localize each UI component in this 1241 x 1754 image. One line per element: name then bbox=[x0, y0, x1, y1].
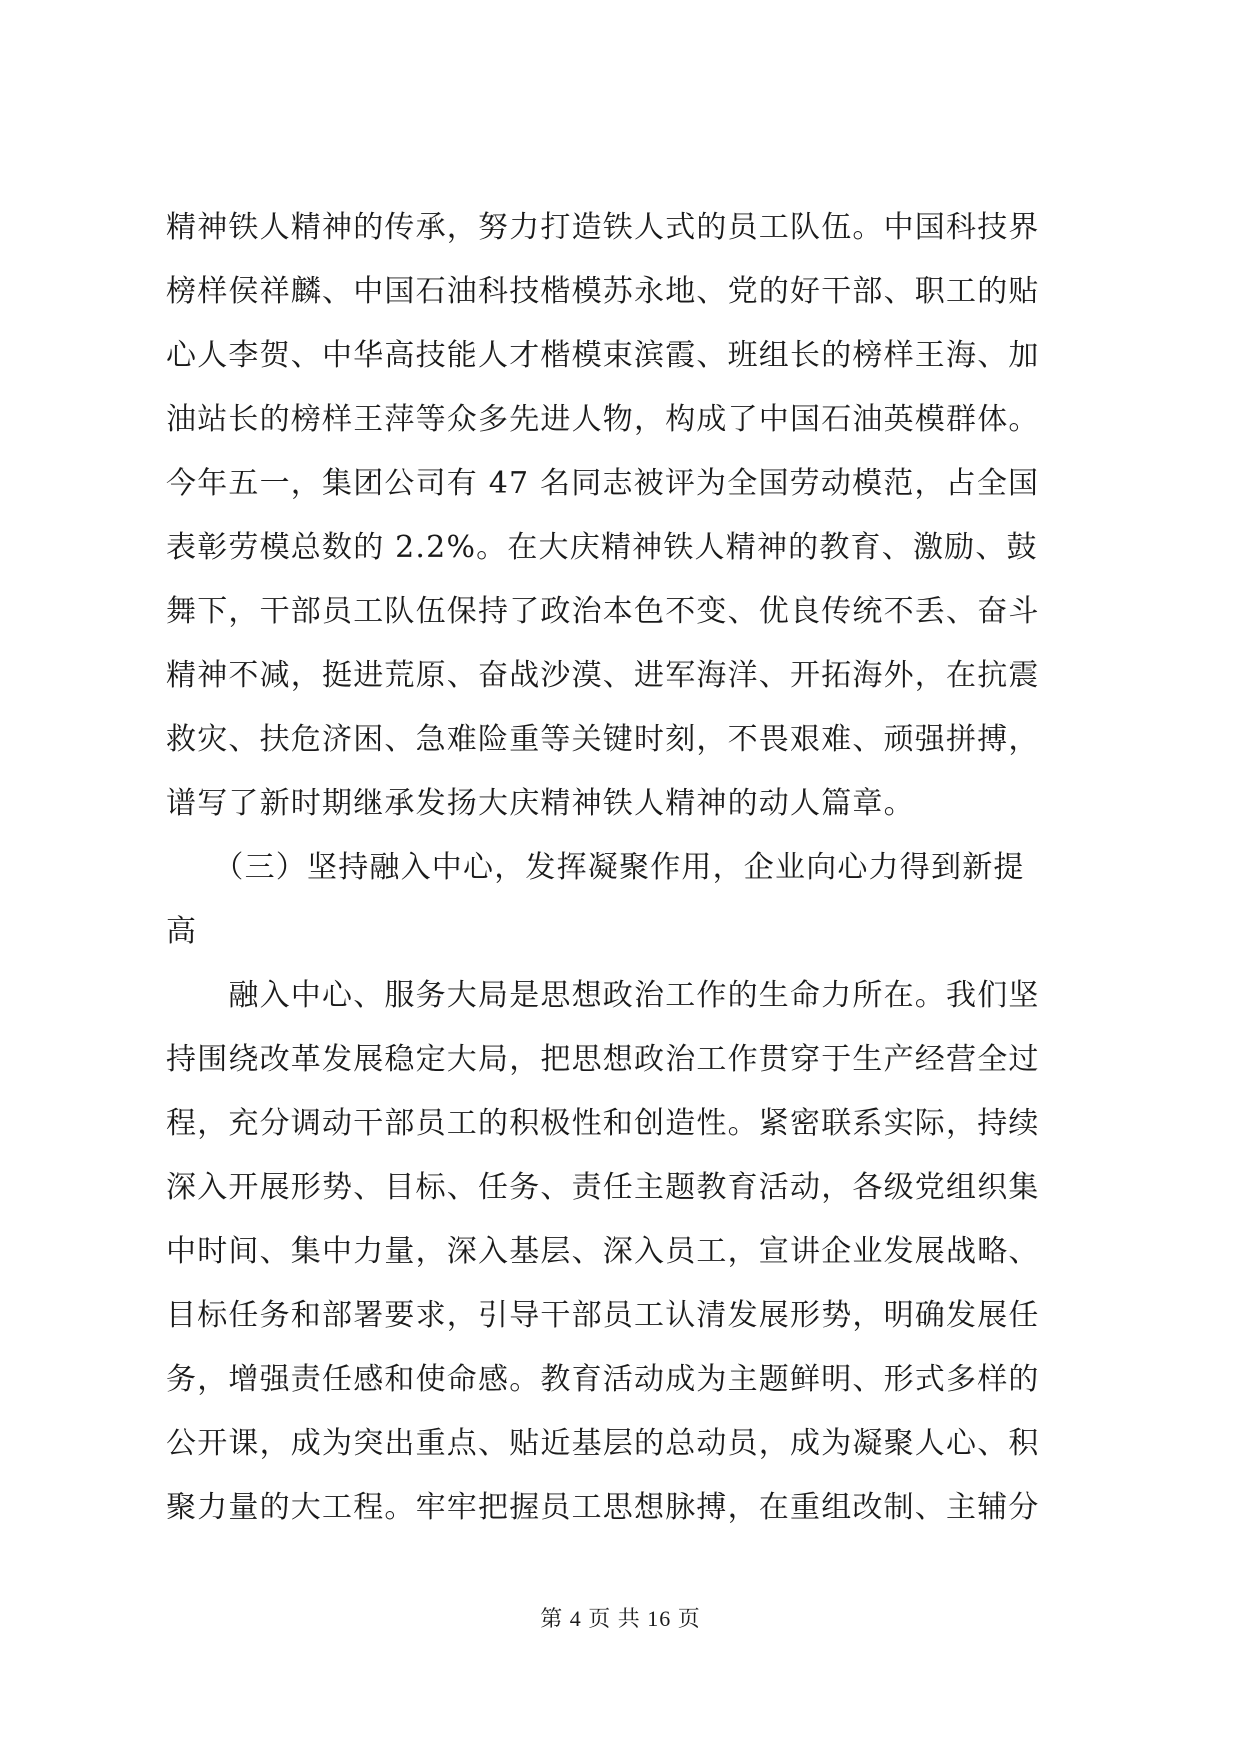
page-number-label: 第 4 页 共 16 页 bbox=[540, 1606, 701, 1631]
section-heading bbox=[166, 836, 1086, 964]
paragraph-line: 精神不减，挺进荒原、奋战沙漠、进军海洋、开拓海外，在抗震 bbox=[166, 658, 1040, 693]
paragraph-line: 表彰劳模总数的 2.2%。在大庆精神铁人精神的教育、激励、鼓 bbox=[166, 530, 1038, 565]
paragraph-line: 程，充分调动干部员工的积极性和创造性。紧密联系实际，持续 bbox=[166, 1106, 1040, 1141]
section-heading-line: （三）坚持融入中心，发挥凝聚作用，企业向心力得到新提 bbox=[166, 850, 1025, 885]
paragraph-line: 务，增强责任感和使命感。教育活动成为主题鲜明、形式多样的 bbox=[166, 1362, 1040, 1397]
paragraph-2 bbox=[166, 964, 1086, 1540]
page-footer bbox=[0, 1604, 1241, 1634]
paragraph-line: 榜样侯祥麟、中国石油科技楷模苏永地、党的好干部、职工的贴 bbox=[166, 274, 1040, 309]
paragraph-line: 精神铁人精神的传承，努力打造铁人式的员工队伍。中国科技界 bbox=[166, 210, 1040, 245]
paragraph-line: 持围绕改革发展稳定大局，把思想政治工作贯穿于生产经营全过 bbox=[166, 1042, 1040, 1077]
paragraph-line: 油站长的榜样王萍等众多先进人物，构成了中国石油英模群体。 bbox=[166, 402, 1040, 437]
section-heading-line: 高 bbox=[166, 914, 198, 949]
paragraph-line: 救灾、扶危济困、急难险重等关键时刻，不畏艰难、顽强拼搏， bbox=[166, 722, 1040, 757]
paragraph-line: 深入开展形势、目标、任务、责任主题教育活动，各级党组织集 bbox=[166, 1170, 1040, 1205]
paragraph-1 bbox=[166, 196, 1086, 836]
paragraph-line: 目标任务和部署要求，引导干部员工认清发展形势，明确发展任 bbox=[166, 1298, 1040, 1333]
paragraph-line: 中时间、集中力量，深入基层、深入员工，宣讲企业发展战略、 bbox=[166, 1234, 1040, 1269]
paragraph-line: 今年五一，集团公司有 47 名同志被评为全国劳动模范，占全国 bbox=[166, 466, 1040, 501]
paragraph-line: 谱写了新时期继承发扬大庆精神铁人精神的动人篇章。 bbox=[166, 786, 915, 821]
paragraph-line: 聚力量的大工程。牢牢把握员工思想脉搏，在重组改制、主辅分 bbox=[166, 1490, 1040, 1525]
paragraph-line: 舞下，干部员工队伍保持了政治本色不变、优良传统不丢、奋斗 bbox=[166, 594, 1040, 629]
paragraph-line: 融入中心、服务大局是思想政治工作的生命力所在。我们坚 bbox=[166, 978, 1040, 1013]
paragraph-line: 公开课，成为突出重点、贴近基层的总动员，成为凝聚人心、积 bbox=[166, 1426, 1040, 1461]
paragraph-line: 心人李贺、中华高技能人才楷模束滨霞、班组长的榜样王海、加 bbox=[166, 338, 1040, 373]
